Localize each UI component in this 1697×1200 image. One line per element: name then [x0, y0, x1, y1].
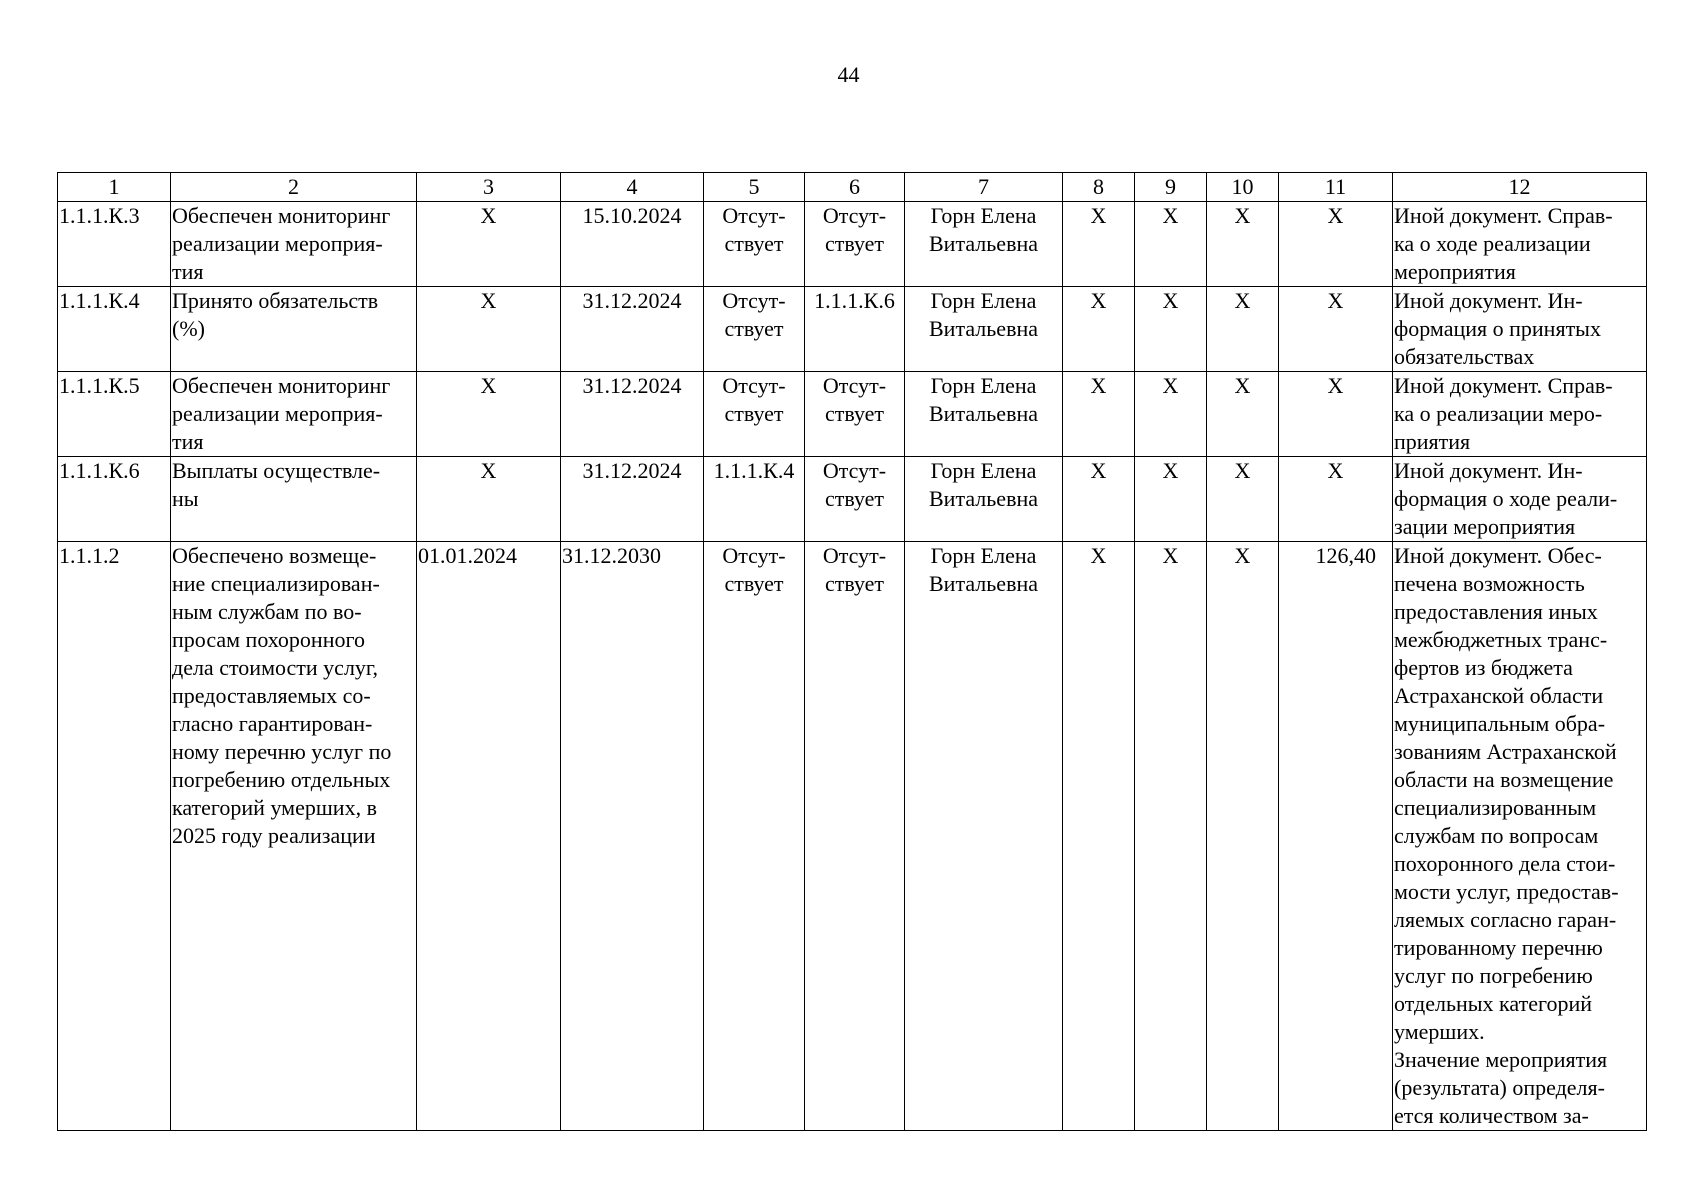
- cell-predecessor: 1.1.1.К.4: [704, 457, 805, 542]
- cell-document: Иной документ. Ин- формация о принятых обязательствах: [1393, 287, 1647, 372]
- column-header: 11: [1279, 173, 1393, 202]
- cell-col9: Х: [1135, 202, 1207, 287]
- cell-name: Принято обязательств (%): [171, 287, 417, 372]
- cell-col10: Х: [1207, 457, 1279, 542]
- cell-col11: Х: [1279, 372, 1393, 457]
- cell-responsible: Горн Елена Витальевна: [905, 202, 1063, 287]
- cell-end-date: 31.12.2030: [561, 542, 704, 1131]
- column-header: 7: [905, 173, 1063, 202]
- table-row: [58, 372, 1647, 457]
- column-number-row: [58, 173, 1647, 202]
- cell-col9: Х: [1135, 372, 1207, 457]
- cell-responsible: Горн Елена Витальевна: [905, 457, 1063, 542]
- column-header: 12: [1393, 173, 1647, 202]
- cell-start-date: Х: [417, 202, 561, 287]
- cell-predecessor: Отсут- ствует: [704, 287, 805, 372]
- cell-document: Иной документ. Ин- формация о ходе реали- зации мероприятия: [1393, 457, 1647, 542]
- cell-document: Иной документ. Справ- ка о ходе реализации мероприятия: [1393, 202, 1647, 287]
- column-header: 5: [704, 173, 805, 202]
- cell-start-date: Х: [417, 287, 561, 372]
- cell-col8: Х: [1063, 457, 1135, 542]
- page-number: 44: [837, 62, 860, 87]
- cell-col11: Х: [1279, 287, 1393, 372]
- cell-col8: Х: [1063, 542, 1135, 1131]
- table-row: [58, 287, 1647, 372]
- cell-col11: Х: [1279, 202, 1393, 287]
- column-header: 3: [417, 173, 561, 202]
- cell-col8: Х: [1063, 372, 1135, 457]
- cell-successor: 1.1.1.К.6: [805, 287, 905, 372]
- column-header: 10: [1207, 173, 1279, 202]
- cell-responsible: Горн Елена Витальевна: [905, 287, 1063, 372]
- cell-document: Иной документ. Справ- ка о реализации меро- приятия: [1393, 372, 1647, 457]
- cell-code: 1.1.1.К.6: [58, 457, 171, 542]
- column-header: 4: [561, 173, 704, 202]
- cell-successor: Отсут- ствует: [805, 542, 905, 1131]
- cell-code: 1.1.1.К.5: [58, 372, 171, 457]
- cell-col9: Х: [1135, 457, 1207, 542]
- column-header: 9: [1135, 173, 1207, 202]
- column-header: 2: [171, 173, 417, 202]
- cell-predecessor: Отсут- ствует: [704, 202, 805, 287]
- table-row: [58, 457, 1647, 542]
- cell-predecessor: Отсут- ствует: [704, 542, 805, 1131]
- cell-code: 1.1.1.К.3: [58, 202, 171, 287]
- cell-name: Обеспечен мониторинг реализации мероприя- тия: [171, 372, 417, 457]
- column-header: 8: [1063, 173, 1135, 202]
- cell-code: 1.1.1.К.4: [58, 287, 171, 372]
- column-header: 1: [58, 173, 171, 202]
- column-header: 6: [805, 173, 905, 202]
- cell-col10: Х: [1207, 202, 1279, 287]
- cell-name: Обеспечено возмеще- ние специализирован- ным службам по во- просам похоронного дела стоимости услуг, предоставляемых со- гласно гарантирован- ному перечню услуг по погребению отдельных категорий умерших, в 2025 году реализации: [171, 542, 417, 1131]
- cell-col9: Х: [1135, 542, 1207, 1131]
- cell-start-date: 01.01.2024: [417, 542, 561, 1131]
- table-row: [58, 202, 1647, 287]
- cell-end-date: 31.12.2024: [561, 457, 704, 542]
- table-row: [58, 542, 1647, 1131]
- cell-end-date: 31.12.2024: [561, 372, 704, 457]
- cell-successor: Отсут- ствует: [805, 457, 905, 542]
- cell-col8: Х: [1063, 287, 1135, 372]
- cell-start-date: Х: [417, 372, 561, 457]
- cell-successor: Отсут- ствует: [805, 202, 905, 287]
- cell-name: Обеспечен мониторинг реализации мероприя- тия: [171, 202, 417, 287]
- cell-col10: Х: [1207, 287, 1279, 372]
- cell-col11: Х: [1279, 457, 1393, 542]
- cell-responsible: Горн Елена Витальевна: [905, 542, 1063, 1131]
- cell-end-date: 31.12.2024: [561, 287, 704, 372]
- cell-responsible: Горн Елена Витальевна: [905, 372, 1063, 457]
- cell-name: Выплаты осуществле- ны: [171, 457, 417, 542]
- cell-end-date: 15.10.2024: [561, 202, 704, 287]
- cell-code: 1.1.1.2: [58, 542, 171, 1131]
- cell-col8: Х: [1063, 202, 1135, 287]
- cell-start-date: Х: [417, 457, 561, 542]
- cell-col10: Х: [1207, 542, 1279, 1131]
- cell-successor: Отсут- ствует: [805, 372, 905, 457]
- cell-document: Иной документ. Обес- печена возможность предоставления иных межбюджетных транс- фертов из бюджета Астраханской области муниципальным обра- зованиям Астраханской области на возмещение специализированным службам по вопросам похоронного дела стои- мости услуг, предостав- ляемых согласно гаран- тированному перечню услуг по погребению отдельных категорий умерших. Значение мероприятия (результата) определя- ется количеством за-: [1393, 542, 1647, 1131]
- cell-col9: Х: [1135, 287, 1207, 372]
- plan-table: [57, 172, 1647, 1131]
- cell-predecessor: Отсут- ствует: [704, 372, 805, 457]
- cell-col10: Х: [1207, 372, 1279, 457]
- cell-col11: 126,40: [1279, 542, 1393, 1131]
